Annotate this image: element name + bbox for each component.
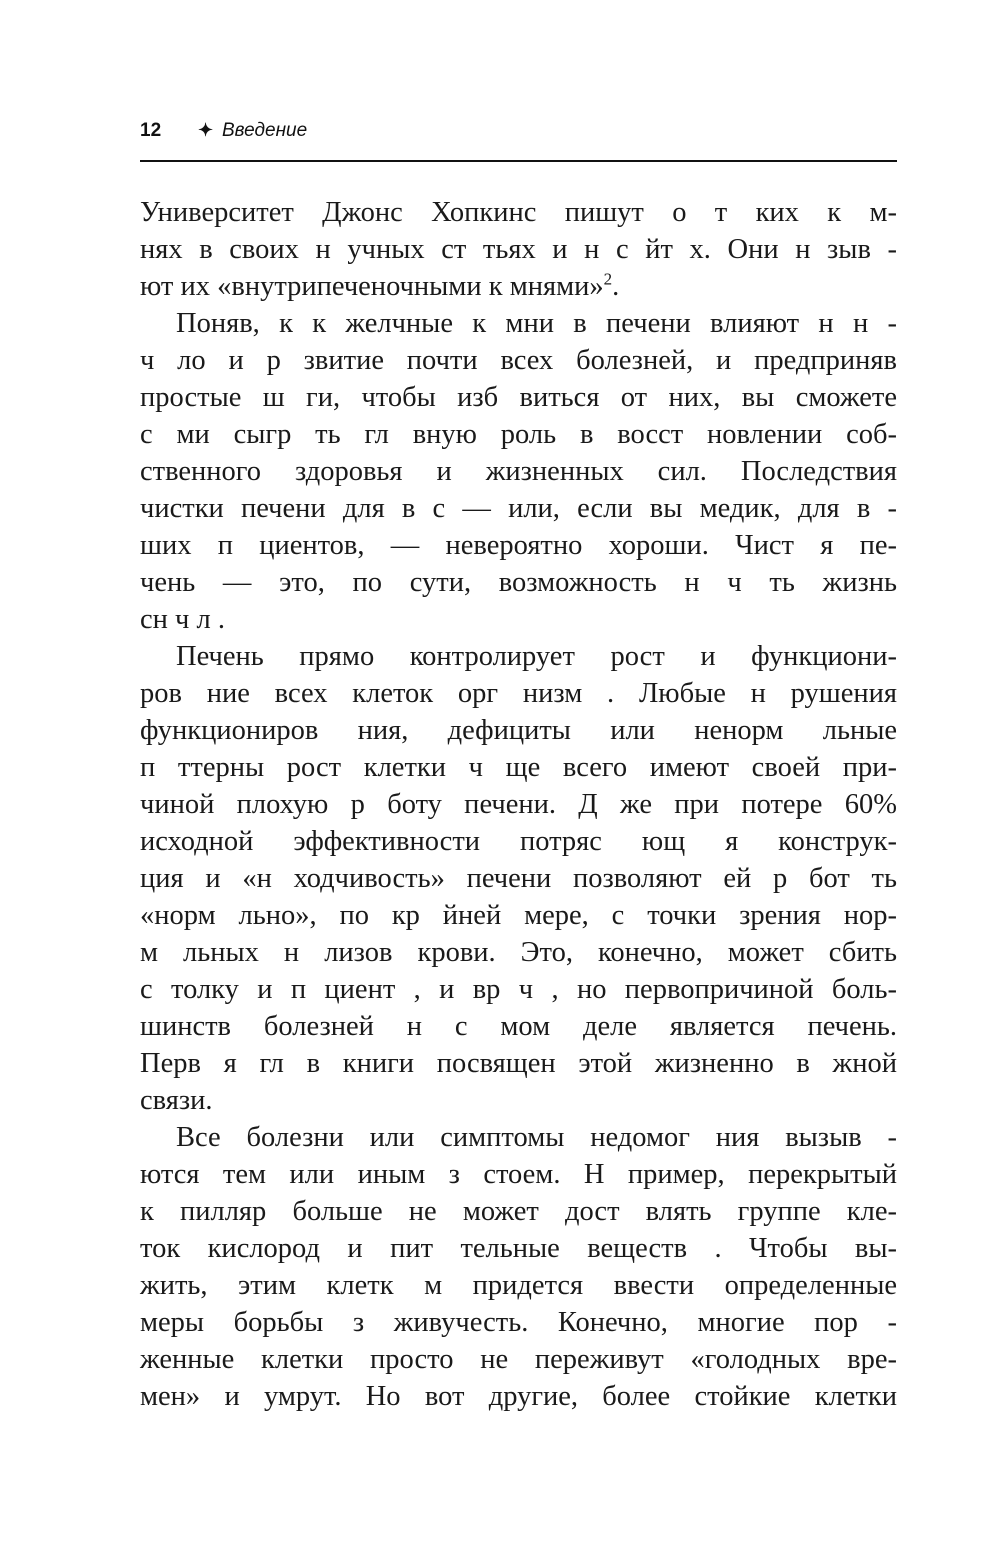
running-head bbox=[140, 118, 897, 148]
text-line: меры борьбы з живучесть. Конечно, многие пор - bbox=[140, 1307, 897, 1338]
text-line: сн ч л . bbox=[140, 604, 225, 635]
text-line: «норм льно», по кр йней мере, с точки зрения нор- bbox=[140, 900, 897, 931]
text-line: жить, этим клетк м придется ввести определенные bbox=[140, 1270, 897, 1301]
text-line-end: . bbox=[612, 271, 620, 302]
text-line: ются тем или иным з стоем. Н пример, перекрытый bbox=[140, 1159, 897, 1190]
text-line: Перв я гл в книги посвящен этой жизненно в жной bbox=[140, 1048, 897, 1079]
text-line: ция и «н ходчивость» печени позволяют ей р бот ть bbox=[140, 863, 897, 894]
section-title: Введение bbox=[222, 120, 308, 141]
text-line: Печень прямо контролирует рост и функциони- bbox=[176, 641, 897, 672]
text-line: женные клетки просто не переживут «голодных вре- bbox=[140, 1344, 897, 1375]
page-number: 12 bbox=[140, 120, 162, 141]
text-line: нях в своих н учных ст тьях и н с йт х. Они н зыв - bbox=[140, 234, 897, 265]
text-line: с толку и п циент , и вр ч , но первопричиной боль- bbox=[140, 974, 897, 1005]
text-line: простые ш ги, чтобы изб виться от них, вы сможете bbox=[140, 382, 897, 413]
text-line: ших п циентов, — невероятно хороши. Чист я пе- bbox=[140, 530, 897, 561]
text-line bbox=[140, 268, 897, 305]
text-line: п ттерны рост клетки ч ще всего имеют своей при- bbox=[140, 752, 897, 783]
text-line: Поняв, к к желчные к мни в печени влияют н н - bbox=[176, 308, 897, 339]
text-line: исходной эффективности потряс ющ я конструк- bbox=[140, 826, 897, 857]
paragraph-4 bbox=[140, 1119, 897, 1415]
text-line: ток кислород и пит тельные веществ . Чтобы вы- bbox=[140, 1233, 897, 1264]
paragraph-1 bbox=[140, 194, 897, 305]
text-line: м льных н лизов крови. Это, конечно, может сбить bbox=[140, 937, 897, 968]
text-line: Университет Джонс Хопкинс пишут о т ких к м- bbox=[140, 197, 897, 228]
header-divider bbox=[140, 160, 897, 162]
text-line: функциониров ния, дефициты или ненорм льные bbox=[140, 715, 897, 746]
text-line: Все болезни или симптомы недомог ния вызыв - bbox=[176, 1122, 897, 1153]
text-line: ч ло и р звитие почти всех болезней, и предприняв bbox=[140, 345, 897, 376]
text-line: связи. bbox=[140, 1085, 213, 1116]
text-line: мен» и умрут. Но вот другие, более стойкие клетки bbox=[140, 1381, 897, 1412]
text-line: с ми сыгр ть гл вную роль в восст новлении соб- bbox=[140, 419, 897, 450]
text-line: чиной плохую р боту печени. Д же при потере 60% bbox=[140, 789, 897, 820]
text-line: шинств болезней н с мом деле является печень. bbox=[140, 1011, 897, 1042]
text-line: ров ние всех клеток орг низм . Любые н рушения bbox=[140, 678, 897, 709]
footnote-reference[interactable]: 2 bbox=[603, 269, 613, 289]
text-line: чистки печени для в с — или, если вы медик, для в - bbox=[140, 493, 897, 524]
body-text bbox=[140, 194, 897, 1415]
text-line-content: ют их «внутрипеченочными к мнями» bbox=[140, 271, 604, 302]
text-line: ственного здоровья и жизненных сил. Последствия bbox=[140, 456, 897, 487]
text-line: к пилляр больше не может дост влять группе кле- bbox=[140, 1196, 897, 1227]
section-marker-icon: ✦ bbox=[198, 120, 214, 140]
text-line: чень — это, по сути, возможность н ч ть жизнь bbox=[140, 567, 897, 598]
paragraph-3 bbox=[140, 638, 897, 1119]
paragraph-2 bbox=[140, 305, 897, 638]
